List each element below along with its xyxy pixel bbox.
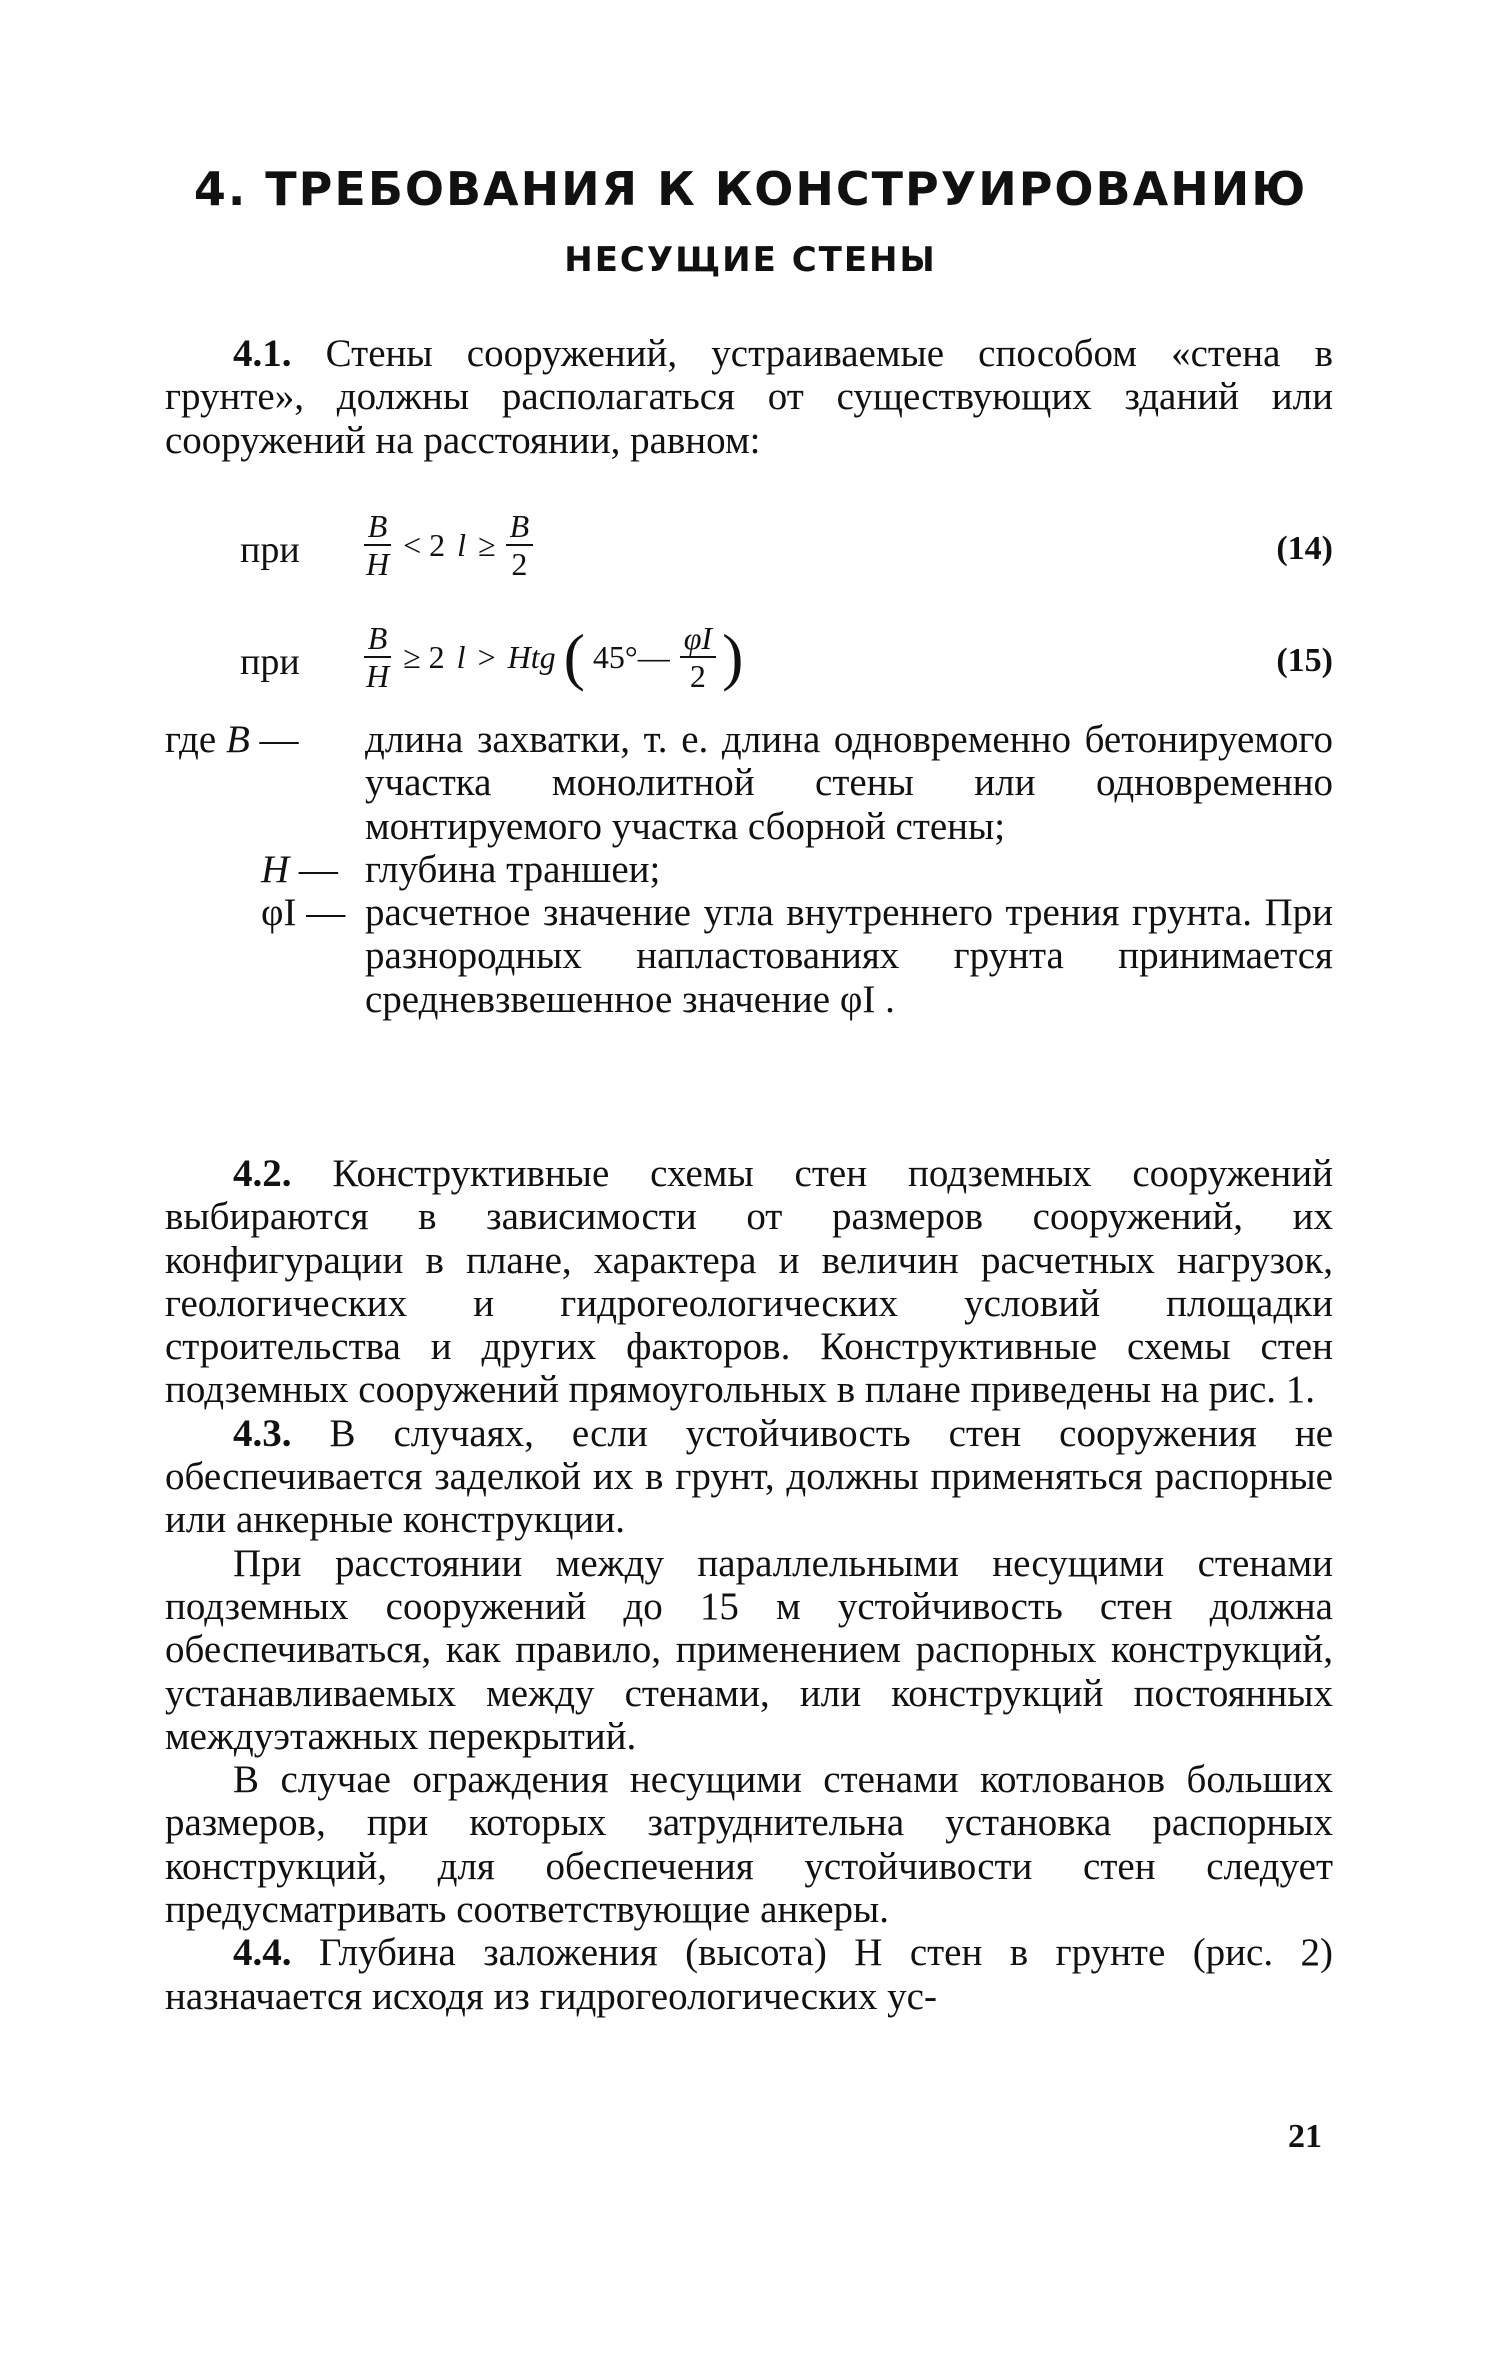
formula-expression bbox=[358, 500, 537, 590]
paragraph-text: Стены сооружений, устраиваемые способом «стена в грунте», должны располагаться от существующих зданий или сооружений на расстоянии, равном: bbox=[165, 332, 1334, 462]
fraction-b-over-h bbox=[362, 620, 393, 694]
definition-lead: H — bbox=[261, 847, 338, 891]
page-number: 21 bbox=[1288, 2118, 1322, 2155]
fraction-b-over-2 bbox=[506, 508, 534, 582]
equation-number: (14) bbox=[1276, 530, 1333, 567]
relation: ≥ 2 bbox=[403, 638, 445, 675]
paragraph-4-2 bbox=[165, 1152, 1333, 1412]
main-text bbox=[165, 1152, 1333, 2018]
clause-number: 4.4. bbox=[233, 1931, 292, 1975]
definition-symbol: B bbox=[225, 718, 250, 761]
fraction-denominator: 2 bbox=[511, 546, 528, 582]
formula-expression bbox=[358, 612, 745, 702]
definition-item bbox=[165, 848, 1333, 891]
definition-symbol: φI bbox=[261, 891, 297, 935]
open-paren: ( bbox=[563, 621, 585, 692]
fraction-denominator: H bbox=[366, 546, 390, 582]
where-word: где bbox=[165, 718, 217, 761]
fraction-numerator: B bbox=[506, 508, 534, 546]
formula-condition-word: при bbox=[240, 641, 300, 683]
definition-text: длина захватки, т. е. длина одновременно бетонируемого участка монолитной стены или одновременно монтируемого участка сборной стены; bbox=[365, 718, 1333, 848]
paragraph-4-3-c: В случае ограждения несущими стенами котлованов больших размеров, при которых затруднительна установка распорных конструкций, для обеспечения устойчивости стен следует предусматривать соответствующие анкеры. bbox=[165, 1758, 1333, 1932]
paragraph-text: В случаях, если устойчивость стен сооружения не обеспечивается заделкой их в грунт, должны применяться распорные или анкерные конструкции. bbox=[165, 1411, 1334, 1542]
variable-l: l bbox=[456, 638, 466, 675]
definition-text: расчетное значение угла внутреннего трения грунта. При разнородных напластованиях грунта принимается средневзвешенное значение φI . bbox=[365, 891, 1333, 1021]
paragraph-text: Глубина заложения (высота) H стен в грунте (рис. 2) назначается исходя из гидрогеологических ус- bbox=[165, 1931, 1334, 2018]
relation: < 2 bbox=[403, 526, 446, 563]
chapter-heading: 4. ТРЕБОВАНИЯ К КОНСТРУИРОВАНИЮ bbox=[193, 162, 1308, 216]
fraction-b-over-h bbox=[362, 508, 393, 582]
variable-l: l bbox=[457, 526, 467, 563]
angle-term: 45°— bbox=[592, 638, 670, 675]
clause-number: 4.1. bbox=[233, 332, 292, 375]
paragraph-4-1 bbox=[165, 332, 1333, 462]
equation-number: (15) bbox=[1276, 642, 1333, 679]
paragraph-4-3 bbox=[165, 1412, 1333, 1542]
fraction-denominator: 2 bbox=[689, 658, 706, 694]
fraction-numerator: φI bbox=[680, 620, 716, 658]
paragraph-4-4 bbox=[165, 1931, 1333, 2018]
function-h-tg: Htg bbox=[507, 638, 556, 675]
definition-lead: где B — bbox=[165, 718, 299, 761]
fraction-numerator: B bbox=[364, 508, 392, 546]
clause-number: 4.2. bbox=[233, 1152, 292, 1195]
formula-condition-word: при bbox=[240, 529, 300, 571]
paragraph-4-3-b: При расстоянии между параллельными несущими стенами подземных сооружений до 15 м устойчивость стен должна обеспечиваться, как правило, применением распорных конструкций, устанавливаемых между стенами, или конструкций постоянных междуэтажных перекрытий. bbox=[165, 1541, 1333, 1758]
formula-14 bbox=[240, 500, 1333, 590]
paragraph-text: Конструктивные схемы стен подземных сооружений выбираются в зависимости от размеров сооружений, их конфигурации в плане, характера и величин расчетных нагрузок, геологических и гидрогеологических условий площадки строительства и других факторов. Конструктивные схемы стен подземных сооружений прямоугольных в плане приведены на рис. 1. bbox=[165, 1152, 1333, 1412]
fraction-denominator: H bbox=[366, 658, 390, 694]
formula-15 bbox=[240, 612, 1333, 702]
definition-item bbox=[165, 891, 1333, 1021]
definition-text: глубина траншеи; bbox=[365, 847, 661, 891]
definition-item bbox=[165, 718, 1333, 848]
section-heading: НЕСУЩИЕ СТЕНЫ bbox=[564, 240, 937, 280]
relation: ≥ bbox=[478, 526, 496, 563]
definition-symbol: H bbox=[261, 847, 290, 891]
clause-number: 4.3. bbox=[233, 1411, 292, 1455]
symbol-definitions bbox=[165, 718, 1333, 1021]
close-paren: ) bbox=[722, 621, 744, 692]
fraction-phi-over-2 bbox=[680, 620, 716, 694]
fraction-numerator: B bbox=[364, 620, 392, 658]
relation: > bbox=[477, 638, 496, 675]
definition-lead: φI — bbox=[261, 891, 346, 935]
